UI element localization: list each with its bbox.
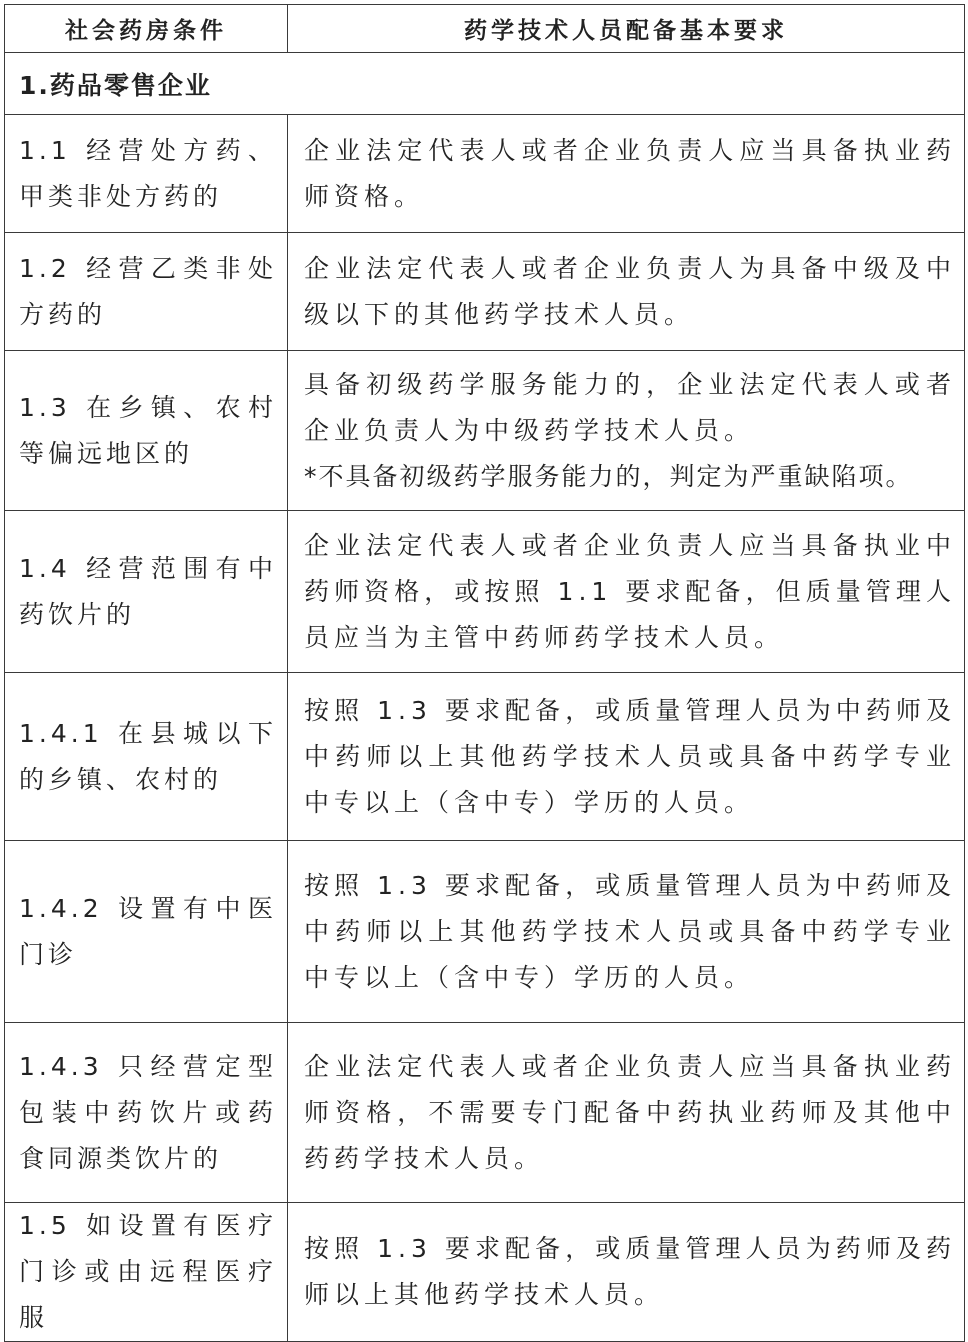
requirement-text: 按照 1.3 要求配备，或质量管理人员为药师及药师以上其他药学技术人员。 — [304, 1234, 956, 1309]
condition-cell — [5, 1023, 288, 1203]
requirement-text: 企业法定代表人或者企业负责人为具备中级及中级以下的其他药学技术人员。 — [304, 253, 956, 329]
requirement-cell — [288, 1023, 965, 1203]
header-requirement: 药学技术人员配备基本要求 — [288, 5, 965, 53]
condition-text: 1.3 在乡镇、农村等偏远地区的 — [19, 392, 277, 468]
table-row — [5, 115, 965, 233]
condition-text: 1.1 经营处方药、甲类非处方药的 — [19, 135, 277, 211]
condition-text: 1.4.2 设置有中医门诊 — [19, 893, 277, 969]
condition-cell — [5, 115, 288, 233]
requirement-cell — [288, 841, 965, 1023]
condition-cell — [5, 841, 288, 1023]
table-row — [5, 841, 965, 1023]
requirement-cell — [288, 351, 965, 511]
table-row — [5, 1203, 965, 1342]
condition-text: 1.4 经营范围有中药饮片的 — [19, 553, 277, 629]
table-header-row — [5, 5, 965, 53]
requirement-cell — [288, 233, 965, 351]
section-title: 1.药品零售企业 — [5, 53, 965, 115]
condition-cell — [5, 351, 288, 511]
requirement-cell — [288, 1203, 965, 1342]
staffing-requirements-table — [4, 4, 965, 1342]
requirement-cell — [288, 115, 965, 233]
header-condition: 社会药房条件 — [5, 5, 288, 53]
condition-text: 1.2 经营乙类非处方药的 — [19, 253, 277, 329]
requirement-text: 按照 1.3 要求配备，或质量管理人员为中药师及中药师以上其他药学技术人员或具备中药学专业中专以上（含中专）学历的人员。 — [304, 695, 956, 817]
requirement-text: 按照 1.3 要求配备，或质量管理人员为中药师及中药师以上其他药学技术人员或具备中药学专业中专以上（含中专）学历的人员。 — [304, 870, 956, 992]
table-row — [5, 1023, 965, 1203]
table-row — [5, 673, 965, 841]
condition-cell — [5, 233, 288, 351]
condition-text: 1.5 如设置有医疗门诊或由远程医疗服 — [19, 1211, 277, 1332]
severity-note: *不具备初级药学服务能力的，判定为严重缺陷项。 — [304, 461, 913, 491]
table-row — [5, 351, 965, 511]
condition-cell — [5, 511, 288, 673]
requirement-text: 企业法定代表人或者企业负责人应当具备执业中药师资格，或按照 1.1 要求配备，但质量管理人员应当为主管中药师药学技术人员。 — [304, 530, 956, 652]
condition-cell — [5, 1203, 288, 1342]
requirement-text: 企业法定代表人或者企业负责人应当具备执业药师资格。 — [304, 135, 956, 211]
requirement-text: 企业法定代表人或者企业负责人应当具备执业药师资格，不需要专门配备中药执业药师及其他中药药学技术人员。 — [304, 1051, 956, 1173]
table-row — [5, 511, 965, 673]
requirement-cell — [288, 673, 965, 841]
requirement-cell — [288, 511, 965, 673]
condition-text: 1.4.3 只经营定型包装中药饮片或药食同源类饮片的 — [19, 1051, 277, 1173]
condition-text: 1.4.1 在县城以下的乡镇、农村的 — [19, 718, 277, 794]
section-row — [5, 53, 965, 115]
requirement-text: 具备初级药学服务能力的，企业法定代表人或者企业负责人为中级药学技术人员。 — [304, 369, 956, 445]
table-row — [5, 233, 965, 351]
condition-cell — [5, 673, 288, 841]
